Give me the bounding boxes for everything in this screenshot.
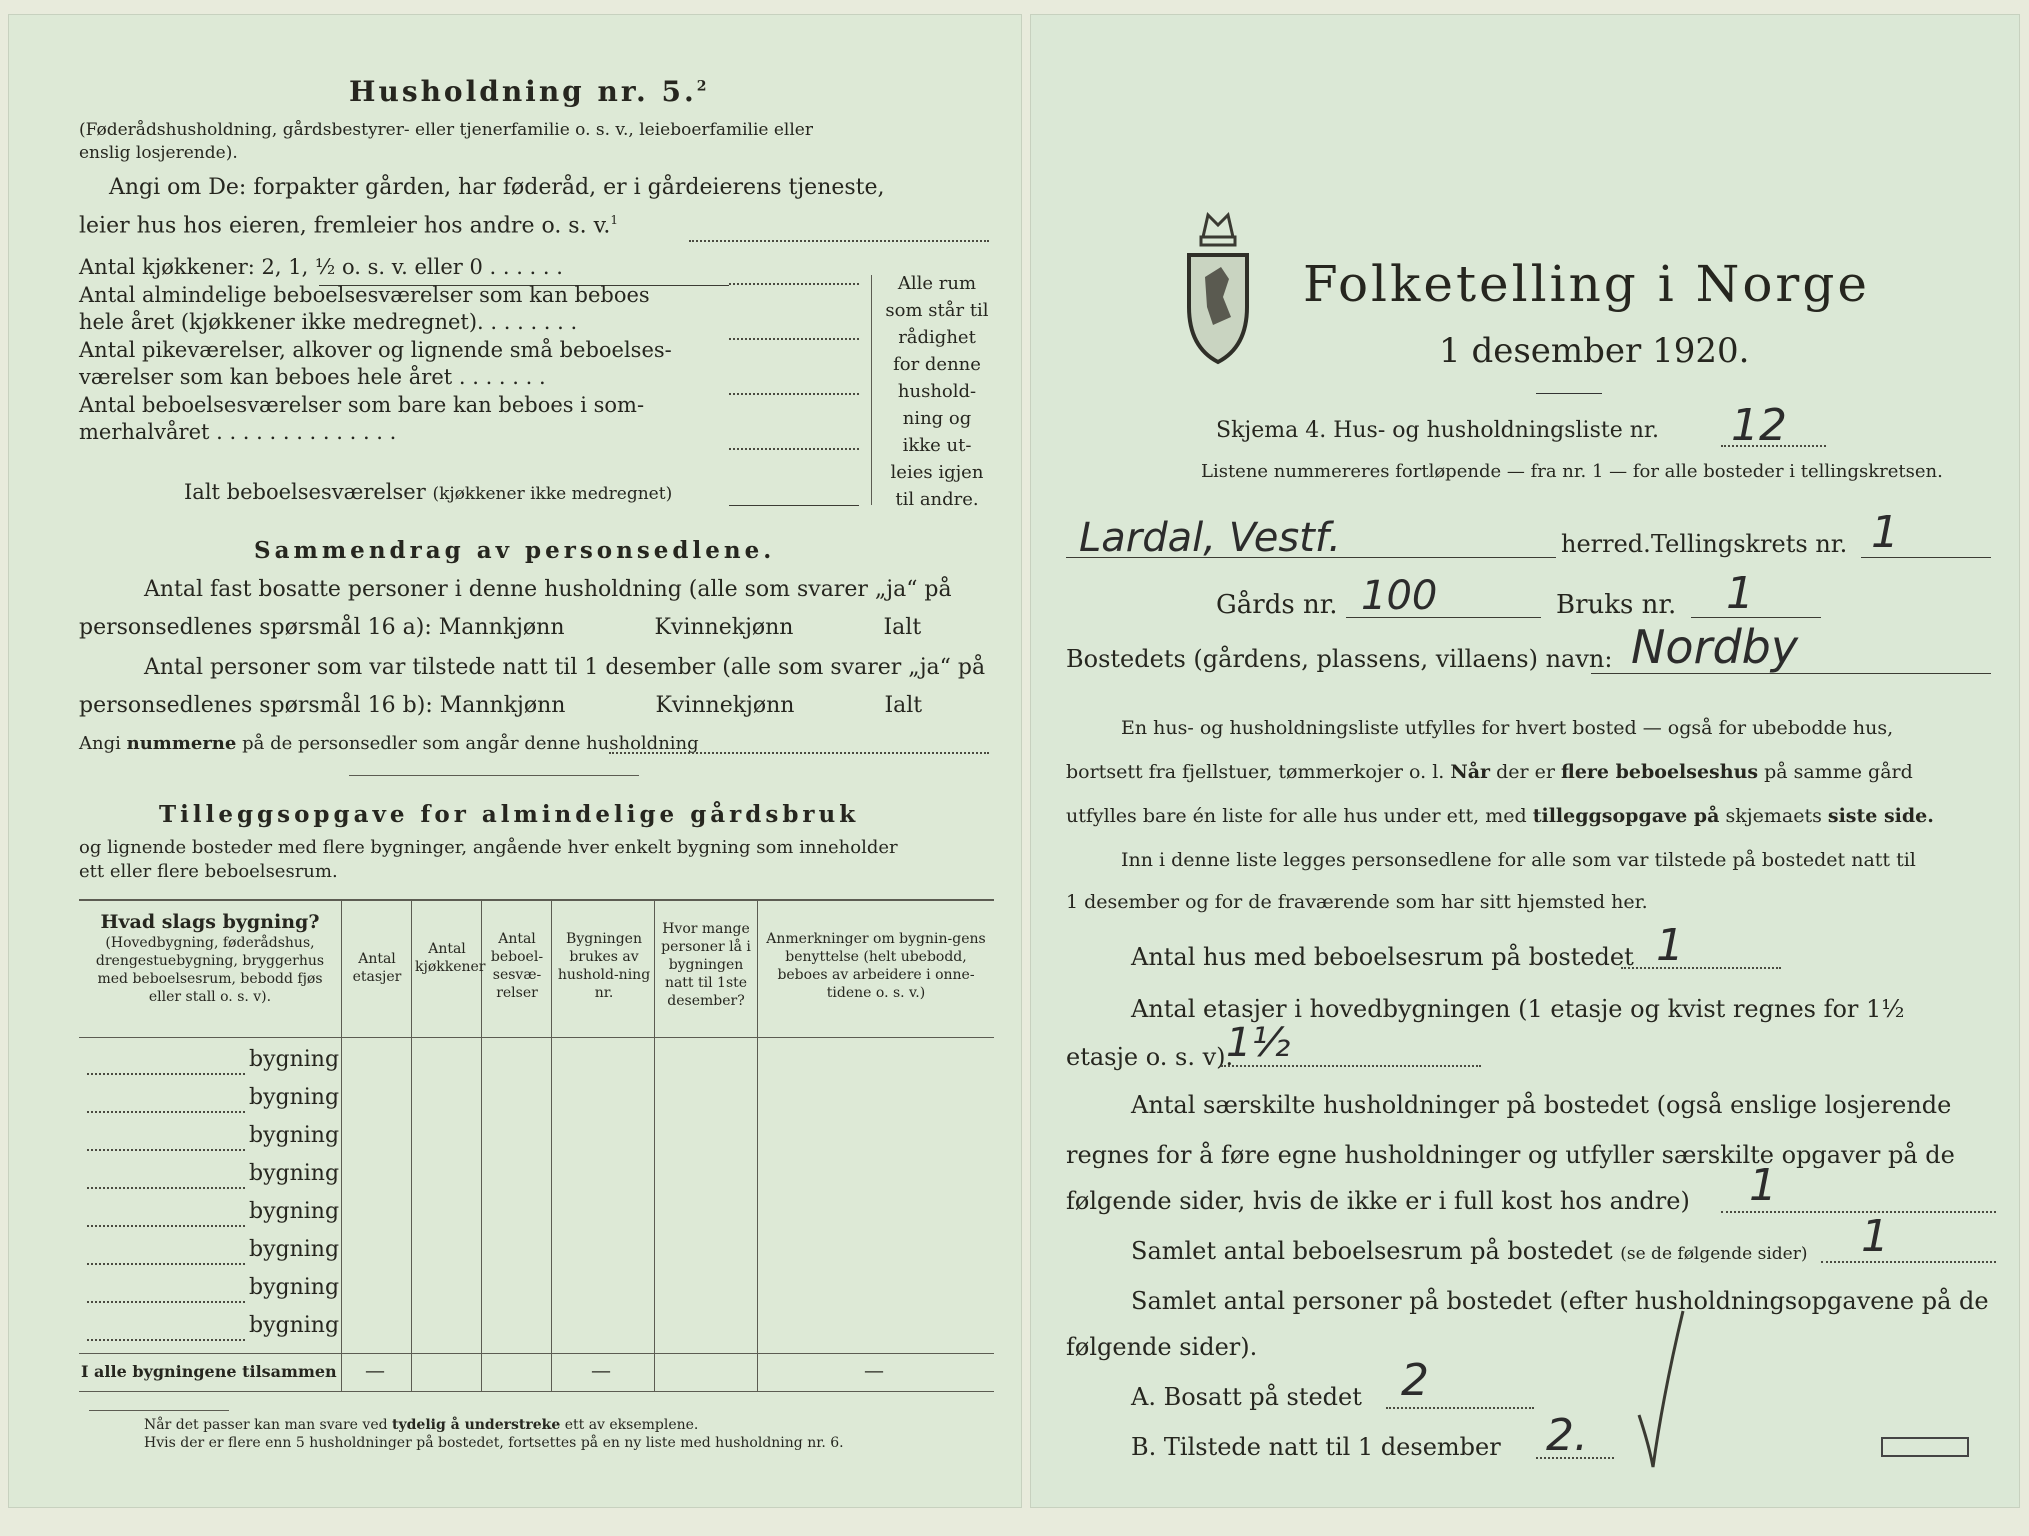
rooms-line-7: merhalvåret . . . . . . . . . . . . . .: [79, 420, 397, 444]
q-hus: Antal hus med beboelsesrum på bostedet: [1131, 943, 1634, 971]
rooms-line-5: værelser som kan beboes hele året . . . . . . .: [79, 365, 546, 389]
building-row-line: [87, 1263, 245, 1265]
col-line: [654, 899, 655, 1391]
q-etasjer-a: Antal etasjer i hovedbygningen (1 etasje og kvist regnes for 1½: [1131, 995, 1905, 1023]
summary-title: Sammendrag av personsedlene.: [254, 537, 776, 564]
side-note-line: rådighet: [898, 327, 976, 348]
building-row-label: bygning: [249, 1123, 340, 1148]
q-hush-c: følgende sider, hvis de ikke er i full kost hos andre): [1066, 1187, 1690, 1215]
section-divider: [349, 775, 639, 776]
angi-answer-line: [689, 240, 989, 242]
krets-label: Tellingskrets nr.: [1651, 530, 1848, 558]
table-total-top: [79, 1353, 994, 1354]
building-row-line: [87, 1073, 245, 1075]
col-head-building-sub: (Hovedbygning, føderådshus, drengestuebygning, bryggerhus med beboelsesrum, bebodd fjøs eller stall o. s. v).: [95, 935, 325, 1005]
listene-note: Listene nummereres fortløpende — fra nr. 1 — for alle bosteder i tellingskretsen.: [1201, 461, 1943, 482]
footnote-2: Hvis der er flere enn 5 husholdninger på bostedet, fortsettes på en ny liste med husholdning nr. 6.: [144, 1435, 844, 1451]
tillegg-line-1: og lignende bosteder med flere bygninger, angående hver enkelt bygning som inneholder: [79, 837, 898, 858]
col-head-building-title: Hvad slags bygning?: [100, 911, 320, 933]
summary-line-2: Antal personer som var tilstede natt til 1 desember (alle som svarer „ja“ på: [144, 655, 986, 680]
building-row-line: [87, 1225, 245, 1227]
q-a-label: A. Bosatt på stedet: [1131, 1383, 1362, 1411]
info-p2-b: 1 desember og for de fraværende som har sitt hjemsted her.: [1066, 891, 1648, 913]
col-line: [411, 899, 412, 1391]
herred-label: herred.: [1561, 530, 1651, 558]
census-date: 1 desember 1920.: [1439, 331, 1750, 371]
q-etasjer-line: [1221, 1065, 1481, 1067]
left-page: [8, 14, 1022, 1508]
total-rooms-line: [729, 505, 859, 506]
rooms-line-3: hele året (kjøkkener ikke medregnet). . . . . . . .: [79, 310, 578, 334]
side-note-line: til andre.: [895, 489, 979, 510]
side-note-line: for denne: [893, 354, 981, 375]
angi-nummerne: Angi nummerne på de personsedler som angår denne husholdning: [79, 733, 699, 754]
tillegg-title: Tilleggsopgave for almindelige gårdsbruk: [159, 801, 860, 828]
q-etasjer-b: etasje o. s. v).: [1066, 1043, 1234, 1071]
q-hus-line: [1621, 967, 1781, 969]
herred-line: [1066, 557, 1556, 558]
table-bottom: [79, 1391, 994, 1392]
household-intro-2: enslig losjerende).: [79, 143, 238, 163]
table-header-bottom: [79, 1037, 994, 1038]
rooms-answer-4: [729, 448, 859, 450]
col-head-personer: Hvor mange personer lå i bygningen natt til 1ste desember?: [661, 921, 751, 1009]
rooms-line-2: Antal almindelige beboelsesværelser som kan beboes: [79, 283, 650, 307]
col-line: [757, 899, 758, 1391]
building-row-line: [87, 1187, 245, 1189]
building-row-line: [87, 1339, 245, 1341]
info-p1-c: utfylles bare én liste for alle hus under ett, med tilleggsopgave på skjemaets siste side.: [1066, 805, 1934, 827]
col-head-kjokkener: Antal kjøkkener: [415, 941, 486, 975]
table-top: [79, 899, 994, 901]
krets-line: [1861, 557, 1991, 558]
bruks-label: Bruks nr.: [1556, 590, 1677, 620]
building-row-label: bygning: [249, 1275, 340, 1300]
side-note-line: leies igjen: [890, 462, 984, 483]
total-dash: —: [365, 1358, 385, 1382]
household-title: Husholdning nr. 5.$^2$: [349, 75, 710, 108]
angi-line-1: Angi om De: forpakter gården, har føderåd, er i gårdeierens tjeneste,: [109, 175, 885, 200]
bruks-value: 1: [1726, 568, 1754, 619]
col-line: [341, 899, 342, 1391]
household-intro: (Føderådshusholdning, gårdsbestyrer- eller tjenerfamilie o. s. v., leieboerfamilie eller: [79, 120, 813, 140]
gards-line: [1346, 617, 1541, 618]
coat-of-arms-icon: [1183, 207, 1253, 367]
building-row-label: bygning: [249, 1085, 340, 1110]
tillegg-line-2: ett eller flere beboelsesrum.: [79, 861, 338, 882]
q-b-line: [1536, 1457, 1614, 1459]
q-rum: Samlet antal beboelsesrum på bostedet (se de følgende sider): [1131, 1237, 1808, 1265]
building-row-line: [87, 1149, 245, 1151]
building-row-label: bygning: [249, 1313, 340, 1338]
rooms-line-6: Antal beboelsesværelser som bare kan beboes i som-: [79, 393, 645, 417]
krets-value: 1: [1871, 507, 1899, 558]
col-head-anmerkninger: Anmerkninger om bygnin-gens benyttelse (helt ubebodd, beboes av arbeidere i onne-tidene o. s. v.): [766, 931, 986, 1001]
rooms-answer-1: [729, 283, 859, 285]
q-b-label: B. Tilstede natt til 1 desember: [1131, 1433, 1501, 1461]
rooms-line-1: Antal kjøkkener: 2, 1, ½ o. s. v. eller 0 . . . . . .: [79, 255, 563, 279]
q-rum-line: [1821, 1261, 1996, 1263]
total-row-label: I alle bygningene tilsammen: [81, 1362, 337, 1381]
side-note-line: ikke ut-: [902, 435, 972, 456]
rooms-line-4: Antal pikeværelser, alkover og lignende små beboelses-: [79, 338, 672, 362]
summary-line-2b: personsedlenes spørsmål 16 b): Mannkjønn Kvinnekjønn Ialt: [79, 693, 923, 718]
footnote-1: Når det passer kan man svare ved tydelig å understreke ett av eksemplene.: [144, 1417, 699, 1433]
total-dash: —: [591, 1358, 611, 1382]
building-row-line: [87, 1301, 245, 1303]
rooms-answer-2: [729, 338, 859, 340]
building-row-label: bygning: [249, 1161, 340, 1186]
gards-value: 100: [1361, 573, 1438, 619]
summary-line-1b: personsedlenes spørsmål 16 a): Mannkjønn Kvinnekjønn Ialt: [79, 615, 922, 640]
side-note: [877, 270, 997, 513]
bruks-line: [1691, 617, 1821, 618]
side-note-line: som står til: [885, 300, 989, 321]
col-head-vaerelser: Antal beboel-sesvæ-relser: [490, 931, 544, 1001]
angi-nummerne-line: [609, 752, 989, 754]
side-brace: [871, 275, 872, 505]
building-row-line: [87, 1111, 245, 1113]
q-hush-b: regnes for å føre egne husholdninger og utfyller særskilte opgaver på de: [1066, 1141, 1955, 1169]
q-pers-a: Samlet antal personer på bostedet (efter husholdningsopgavene på de: [1131, 1287, 1989, 1315]
gards-label: Gårds nr.: [1216, 590, 1338, 620]
q-hush-value: 1: [1749, 1160, 1777, 1211]
census-title: Folketelling i Norge: [1303, 255, 1870, 313]
skjema-line: Skjema 4. Hus- og husholdningsliste nr.: [1216, 418, 1659, 443]
skjema-value: 12: [1731, 400, 1787, 451]
col-head-hushold: Bygningen brukes av hushold-ning nr.: [557, 931, 651, 1001]
q-pers-b: følgende sider).: [1066, 1333, 1258, 1361]
bosted-line: [1591, 673, 1991, 674]
q-hush-a: Antal særskilte husholdninger på bostedet (også enslige losjerende: [1131, 1091, 1952, 1119]
rooms-answer-3: [729, 393, 859, 395]
q-a-value: 2: [1401, 1355, 1429, 1406]
building-row-label: bygning: [249, 1199, 340, 1224]
q-hush-line: [1721, 1211, 1996, 1213]
col-line: [551, 899, 552, 1391]
summary-line-1: Antal fast bosatte personer i denne husholdning (alle som svarer „ja“ på: [144, 577, 952, 602]
herred-value: Lardal, Vestf.: [1079, 515, 1341, 561]
q-rum-value: 1: [1861, 1211, 1889, 1262]
info-p1-a: En hus- og husholdningsliste utfylles for hvert bosted — også for ubebodde hus,: [1121, 717, 1894, 739]
printer-stamp: [1881, 1437, 1969, 1457]
right-page: [1030, 14, 2020, 1508]
angi-line-2: leier hus hos eieren, fremleier hos andre o. s. v.$^1$: [79, 213, 619, 239]
side-note-line: Alle rum: [897, 273, 977, 294]
q-a-line: [1386, 1407, 1534, 1409]
info-p2-a: Inn i denne liste legges personsedlene for alle som var tilstede på bostedet natt til: [1121, 849, 1916, 871]
side-note-line: hushold-: [897, 381, 977, 402]
q-etasjer-value: 1½: [1226, 1020, 1291, 1066]
q-b-value: 2.: [1546, 1410, 1588, 1461]
q-hus-value: 1: [1656, 920, 1684, 971]
bosted-value: Nordby: [1631, 620, 1799, 674]
building-row-label: bygning: [249, 1047, 340, 1072]
title-rule: [1536, 393, 1602, 394]
bosted-label: Bostedets (gårdens, plassens, villaens) navn:: [1066, 645, 1613, 673]
info-p1-b: bortsett fra fjellstuer, tømmerkojer o. l. Når der er flere beboelseshus på samme gård: [1066, 761, 1913, 783]
col-head-building: [81, 910, 339, 1006]
footnote-rule: [89, 1410, 229, 1411]
building-row-label: bygning: [249, 1237, 340, 1262]
check-mark-icon: [1631, 1305, 1691, 1475]
side-note-line: ning og: [902, 408, 972, 429]
total-rooms: Ialt beboelsesværelser (kjøkkener ikke medregnet): [184, 480, 673, 504]
col-head-etasjer: Antal etasjer: [352, 951, 402, 985]
total-dash: —: [864, 1358, 884, 1382]
skjema-answer-line: [1721, 445, 1826, 447]
